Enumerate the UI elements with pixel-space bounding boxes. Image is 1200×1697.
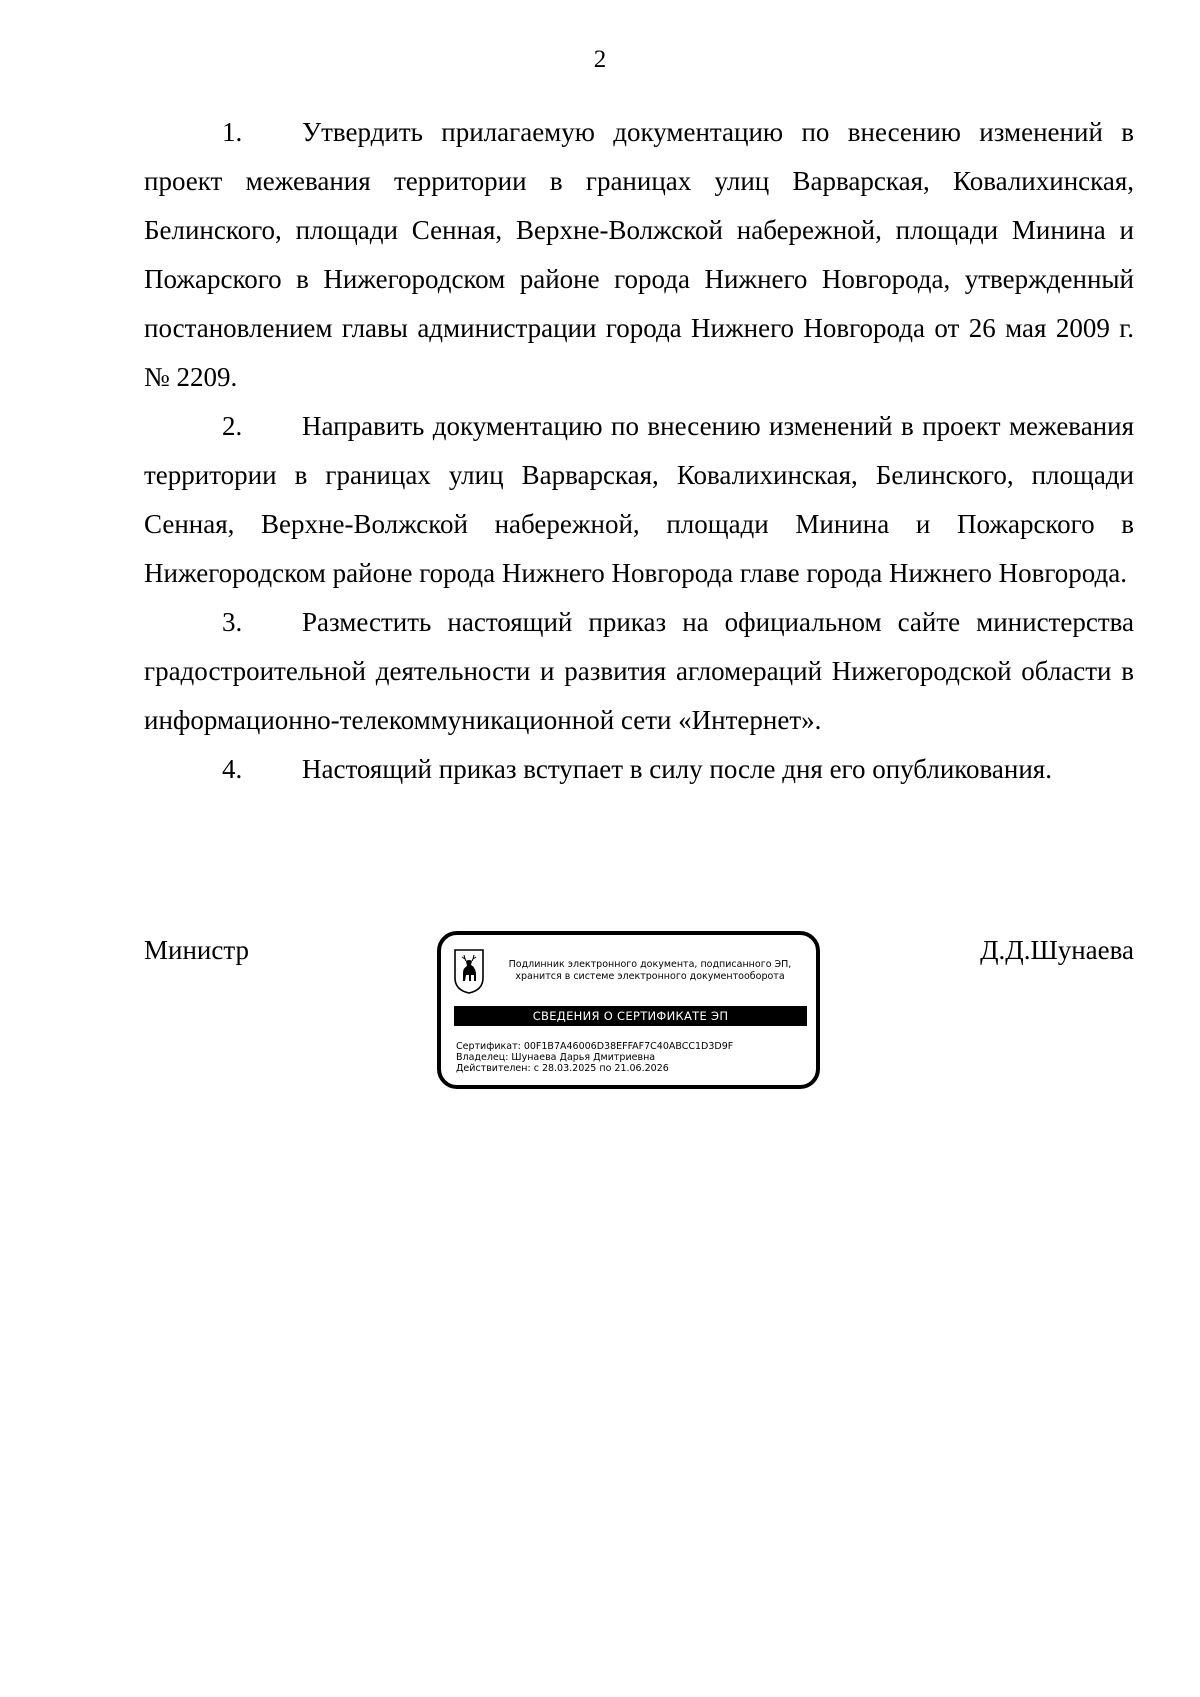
stamp-header: СВЕДЕНИЯ О СЕРТИФИКАТЕ ЭП (454, 1006, 807, 1026)
paragraph-text: Направить документацию по внесению изменений в проект межевания территории в границах улиц Варварская, Ковалихинская, Белинского, площади Сенная, Верхне-Волжской набережной, площади Минина и Пожарского в Нижегородском районе города Нижнего Новгорода главе города Нижнего Новгорода. (144, 411, 1134, 588)
paragraph-2 (144, 402, 1134, 598)
certificate-number: Сертификат: 00F1B7A46006D38EFFAF7C40ABCC1D3D9F (456, 1041, 734, 1052)
certificate-validity: Действителен: с 28.03.2025 по 21.06.2026 (456, 1063, 669, 1074)
paragraph-number: 3. (222, 607, 243, 637)
paragraph-text: Утвердить прилагаемую документацию по внесению изменений в проект межевания территории в границах улиц Варварская, Ковалихинская, Белинского, площади Сенная, Верхне-Волжской набережной, площади Минина и Пожарского в Нижегородском районе города Нижнего Новгорода, утвержденный постановлением главы администрации города Нижнего Новгорода от 26 мая 2009 г. № 2209. (144, 117, 1134, 392)
certificate-owner: Владелец: Шунаева Дарья Дмитриевна (456, 1052, 656, 1063)
deer-emblem-icon (453, 948, 485, 994)
signer-position: Министр (144, 935, 249, 965)
stamp-notice (489, 959, 811, 983)
certificate-details (456, 1041, 733, 1074)
paragraph-4 (144, 745, 1134, 794)
paragraph-text: Разместить настоящий приказ на официальном сайте министерства градостроительной деятельности и развития агломераций Нижегородской области в информационно-телекоммуникационной сети «Интернет». (144, 607, 1134, 735)
paragraph-number: 4. (222, 754, 243, 784)
document-body (144, 108, 1134, 794)
signer-name: Д.Д.Шунаева (980, 935, 1134, 965)
stamp-notice-line: хранится в системе электронного документооборота (515, 971, 785, 982)
paragraph-1 (144, 108, 1134, 402)
stamp-notice-line: Подлинник электронного документа, подписанного ЭП, (508, 959, 792, 970)
electronic-signature-stamp (437, 931, 820, 1089)
paragraph-number: 2. (222, 411, 243, 441)
paragraph-number: 1. (222, 117, 243, 147)
page-number: 2 (593, 46, 607, 73)
paragraph-text: Настоящий приказ вступает в силу после дня его опубликования. (302, 754, 1052, 784)
paragraph-3 (144, 598, 1134, 745)
